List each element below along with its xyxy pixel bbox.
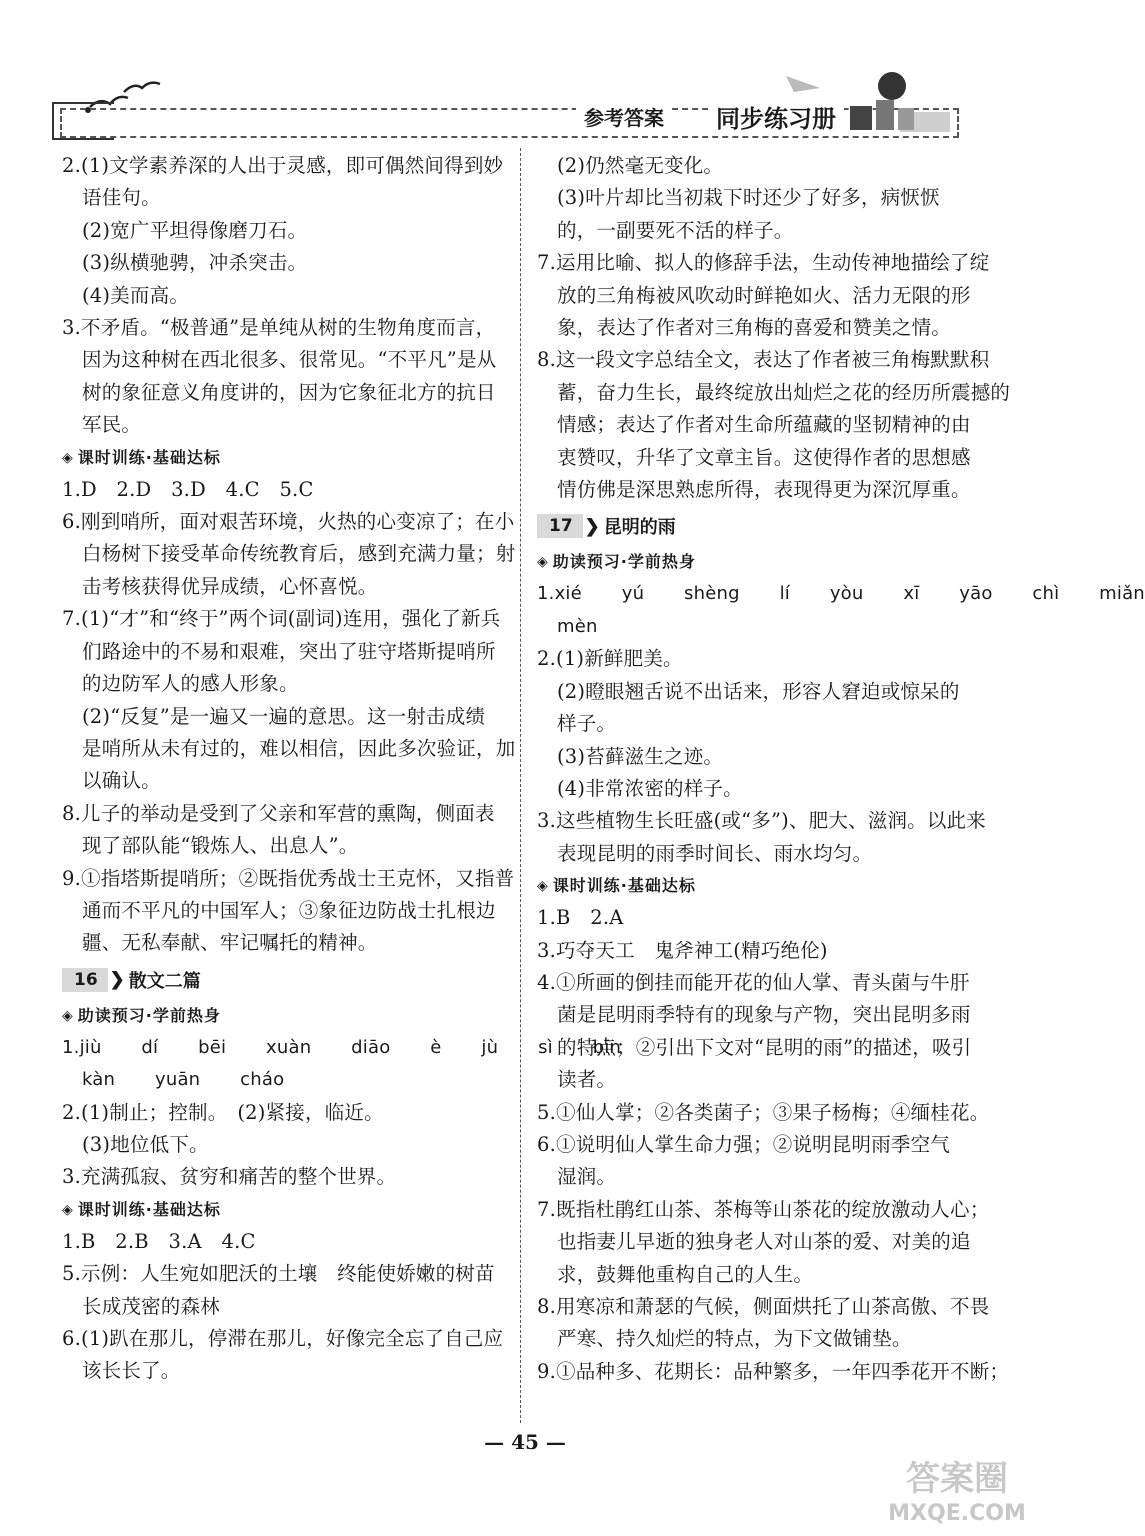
pinyin-line: 1.jiù dí bēi xuàn diāo è jù sì bīn — [62, 1036, 622, 1058]
book-stack-icon — [780, 70, 930, 132]
text-line: 菌是昆明雨季特有的现象与产物，突出昆明多雨 — [557, 1003, 971, 1027]
section-heading-label: 课时训练·基础达标 — [552, 876, 696, 896]
text-line: 通而不平凡的中国军人；③象征边防战士扎根边 — [82, 898, 496, 922]
section-heading — [62, 1000, 502, 1032]
text-line: 也指妻儿早逝的独身老人对山茶的爱、对美的追 — [557, 1230, 971, 1254]
text-line: 求，鼓舞他重构自己的人生。 — [557, 1262, 814, 1286]
pinyin-line: mèn — [557, 615, 598, 637]
pinyin-line: 1.xié yú shèng lí yòu xī yāo chì miǎn — [537, 583, 1145, 605]
text-line: 2.(1)制止；控制。 (2)紧接，临近。 — [62, 1100, 384, 1124]
watermark-site: MXQE.COM — [888, 1501, 1026, 1526]
text-line: 语佳句。 — [82, 186, 161, 210]
chevron-right-icon: ❯ — [109, 969, 125, 991]
text-line: (2)“反复”是一遍又一遍的意思。这一射击成绩 — [82, 704, 486, 728]
section-heading-label: 助读预习·学前热身 — [552, 552, 696, 572]
page-header — [0, 0, 1051, 150]
text-line: 8.儿子的举动是受到了父亲和军营的熏陶，侧面表 — [62, 801, 495, 825]
text-line: 是哨所从未有过的，难以相信，因此多次验证，加 — [82, 736, 516, 760]
text-line: 的特点；②引出下文对“昆明的雨”的描述，吸引 — [557, 1035, 972, 1059]
lesson-number: 16 — [62, 968, 108, 992]
text-line: 严寒、持久灿烂的特点，为下文做铺垫。 — [557, 1327, 912, 1351]
text-line: (3)纵横驰骋，冲杀突击。 — [82, 251, 308, 275]
text-line: 3.充满孤寂、贫穷和痛苦的整个世界。 — [62, 1165, 397, 1189]
text-line: 现了部队能“锻炼人、出息人”。 — [82, 834, 359, 858]
text-line: (4)美而高。 — [82, 283, 190, 307]
text-line: (3)地位低下。 — [82, 1132, 209, 1156]
diamond-bullet-icon: ◈ — [62, 449, 74, 466]
text-line: 长成茂密的森林 — [82, 1294, 220, 1318]
text-line: 9.①指塔斯提哨所；②既指优秀战士王克怀，又指普 — [62, 866, 515, 890]
section-heading — [62, 1194, 502, 1226]
section-heading-label: 助读预习·学前热身 — [77, 1005, 221, 1025]
column-divider — [520, 148, 521, 1423]
lesson-title: 昆明的雨 — [603, 517, 676, 539]
text-line: 表现昆明的雨季时间长、雨水均匀。 — [557, 841, 873, 865]
text-line: (4)非常浓密的样子。 — [557, 776, 743, 800]
lesson-heading-17 — [537, 506, 962, 546]
text-line: (2)宽广平坦得像磨刀石。 — [82, 218, 308, 242]
text-line: (3)苔藓滋生之迹。 — [557, 744, 724, 768]
text-line: 的边防军人的感人形象。 — [82, 672, 299, 696]
section-heading — [537, 546, 962, 578]
text-line: 7.既指杜鹃红山茶、茶梅等山茶花的绽放激动人心； — [537, 1197, 990, 1221]
answer-9 — [62, 863, 515, 960]
text-line: 6.刚到哨所，面对艰苦环境，火热的心变凉了；在小 — [62, 510, 515, 534]
header-left-bracket — [52, 102, 114, 140]
text-line: 3.这些植物生长旺盛(或“多”)、肥大、滋润。以此来 — [537, 809, 986, 833]
answer-choices: 1.B 2.B 3.A 4.C — [62, 1229, 256, 1253]
lesson-number: 17 — [537, 514, 583, 538]
text-line: 因为这种树在西北很多、很常见。“不平凡”是从 — [82, 348, 497, 372]
text-line: 4.①所画的倒挂而能开花的仙人掌、青头菌与牛肝 — [537, 970, 970, 994]
text-line: 样子。 — [557, 712, 617, 736]
text-line: 7.(1)“才”和“终于”两个词(副词)连用，强化了新兵 — [62, 607, 501, 631]
page-number: — 45 — — [484, 1430, 566, 1454]
text-line: 湿润。 — [557, 1165, 617, 1189]
text-line: 3.不矛盾。“极普通”是单纯从树的生物角度而言， — [62, 316, 496, 340]
text-line: (3)叶片却比当初栽下时还少了好多，病恹恹 — [557, 186, 940, 210]
text-line: 疆、无私奉献、牢记嘱托的精神。 — [82, 931, 378, 955]
text-line: 6.(1)趴在那儿，停滞在那儿，好像完全忘了自己应 — [62, 1327, 504, 1350]
answer-6 — [62, 506, 516, 603]
text-line: 的，一副要死不活的样子。 — [557, 218, 794, 242]
chevron-right-icon: ❯ — [584, 515, 600, 537]
section-heading — [537, 870, 962, 902]
answer-7 — [62, 603, 516, 797]
text-line: 读者。 — [557, 1068, 617, 1092]
text-line: 6.①说明仙人掌生命力强；②说明昆明雨季空气 — [537, 1132, 951, 1156]
watermark-text: 答案圈 — [906, 1459, 1008, 1499]
header-ref-answers: 参考答案 — [576, 102, 672, 131]
text-line: 白杨树下接受革命传统教育后，感到充满力量；射 — [82, 542, 516, 566]
pinyin-line: kàn yuān cháo — [82, 1069, 285, 1091]
text-line: 击考核获得优异成绩，心怀喜悦。 — [82, 574, 378, 598]
answer-choices: 1.B 2.A — [537, 906, 624, 930]
right-column — [537, 150, 1145, 1388]
diamond-bullet-icon: ◈ — [62, 1201, 74, 1218]
text-line: (2)瞪眼翘舌说不出话来，形容人窘迫或惊呆的 — [557, 679, 960, 703]
answer-3 — [62, 312, 502, 442]
text-line: 以确认。 — [82, 769, 161, 793]
lesson-title: 散文二篇 — [128, 970, 201, 992]
answer-choices: 1.D 2.D 3.D 4.C 5.C — [62, 477, 314, 501]
text-line: 情感；表达了作者对生命所蕴藏的坚韧精神的由 — [557, 413, 971, 437]
text-line: (2)仍然毫无变化。 — [557, 154, 724, 177]
text-line: 象，表达了作者对三角梅的喜爱和赞美之情。 — [557, 316, 952, 340]
text-line: 5.①仙人掌；②各类菌子；③果子杨梅；④缅桂花。 — [537, 1100, 990, 1124]
text-line: 树的象征意义角度讲的，因为它象征北方的抗日 — [82, 380, 496, 404]
text-line: 9.①品种多、花期长：品种繁多，一年四季花开不断； — [537, 1359, 1010, 1383]
text-line: 情仿佛是深思熟虑所得，表现得更为深沉厚重。 — [557, 478, 971, 502]
watermark-logo — [872, 1448, 1042, 1528]
text-line: 军民。 — [82, 413, 142, 437]
text-line: 们路途中的不易和艰难，突出了驻守塔斯提哨所 — [82, 639, 496, 663]
diamond-bullet-icon: ◈ — [537, 878, 549, 895]
text-line: 2.(1)文学素养深的人出于灵感，即可偶然间得到妙 — [62, 154, 504, 177]
answer-2 — [62, 150, 502, 312]
text-line: 5.示例：人生宛如肥沃的土壤 终能使娇嫩的树苗 — [62, 1262, 495, 1286]
text-line: 7.运用比喻、拟人的修辞手法，生动传神地描绘了绽 — [537, 251, 990, 275]
text-line: 放的三角梅被风吹动时鲜艳如火、活力无限的形 — [557, 283, 971, 307]
text-line: 该长长了。 — [82, 1359, 181, 1383]
text-line: 3.巧夺天工 鬼斧神工(精巧绝伦) — [537, 938, 828, 962]
text-line: 8.这一段文字总结全文，表达了作者被三角梅默默积 — [537, 348, 990, 372]
header-book-title: 同步练习册 — [708, 99, 844, 134]
section-heading-label: 课时训练·基础达标 — [77, 1199, 221, 1219]
diamond-bullet-icon: ◈ — [62, 1007, 74, 1024]
section-heading-label: 课时训练·基础达标 — [77, 447, 221, 467]
text-line: 蓄，奋力生长，最终绽放出灿烂之花的经历所震撼的 — [557, 380, 1011, 404]
text-line: 2.(1)新鲜肥美。 — [537, 647, 683, 671]
text-line: 衷赞叹，升华了文章主旨。这使得作者的思想感 — [557, 445, 971, 469]
diamond-bullet-icon: ◈ — [537, 554, 549, 571]
answer-8 — [62, 798, 502, 863]
text-line: 8.用寒凉和萧瑟的气候，侧面烘托了山茶高傲、不畏 — [537, 1295, 990, 1318]
lesson-heading-16 — [62, 960, 502, 1000]
section-heading — [62, 442, 502, 474]
